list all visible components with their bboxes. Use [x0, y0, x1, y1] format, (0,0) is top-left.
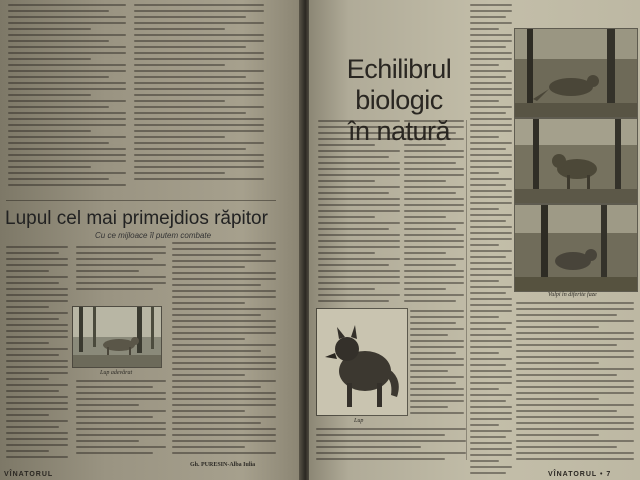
right-column-2-bottom [410, 310, 464, 422]
left-bottom-column-3 [172, 242, 276, 460]
right-column-4-bottom [516, 302, 634, 468]
wolf-photo-right [316, 308, 408, 416]
fox-image-1 [515, 29, 637, 117]
article-title-line-1: Echilibrul biologic [346, 54, 452, 115]
footer-left: VÎNATORUL [4, 471, 54, 478]
fox-photo-3 [514, 204, 638, 292]
left-top-column-2 [134, 4, 264, 194]
wolf-forest-image [73, 307, 161, 367]
wolf-photo-left [72, 306, 162, 368]
author-signature: Gh. PURESIN-Alba Iulia [190, 462, 256, 468]
left-bottom-column-2-bottom [76, 380, 166, 460]
right-column-2-top [404, 120, 464, 306]
article-title-line-2: în natură [347, 116, 451, 146]
fox-photo-2 [514, 118, 638, 204]
right-column-3 [470, 4, 512, 474]
left-bottom-column-1 [6, 246, 68, 466]
wolf-photo-right-caption: Lup [354, 418, 364, 424]
fox-strip-caption: Vulpi în diferite faze [548, 292, 597, 298]
wolf-portrait-image [317, 309, 407, 415]
fox-image-2 [515, 119, 637, 203]
left-top-column-1 [8, 4, 126, 194]
column-rule [466, 120, 467, 460]
wolf-photo-left-caption: Lup adevărat [100, 370, 133, 376]
right-column-1-bottom [316, 428, 466, 468]
left-page [0, 0, 303, 480]
section-divider [6, 200, 276, 201]
article-title-wolf: Lupul cel mai primejdios răpitor [5, 208, 268, 229]
article-subtitle-wolf: Cu ce mijloace îl putem combate [95, 231, 212, 240]
footer-right: VÎNATORUL • 7 [548, 471, 612, 478]
fox-image-3 [515, 205, 637, 291]
left-bottom-column-2-top [76, 246, 166, 298]
right-column-1-top [318, 120, 400, 306]
fox-photo-1 [514, 28, 638, 118]
